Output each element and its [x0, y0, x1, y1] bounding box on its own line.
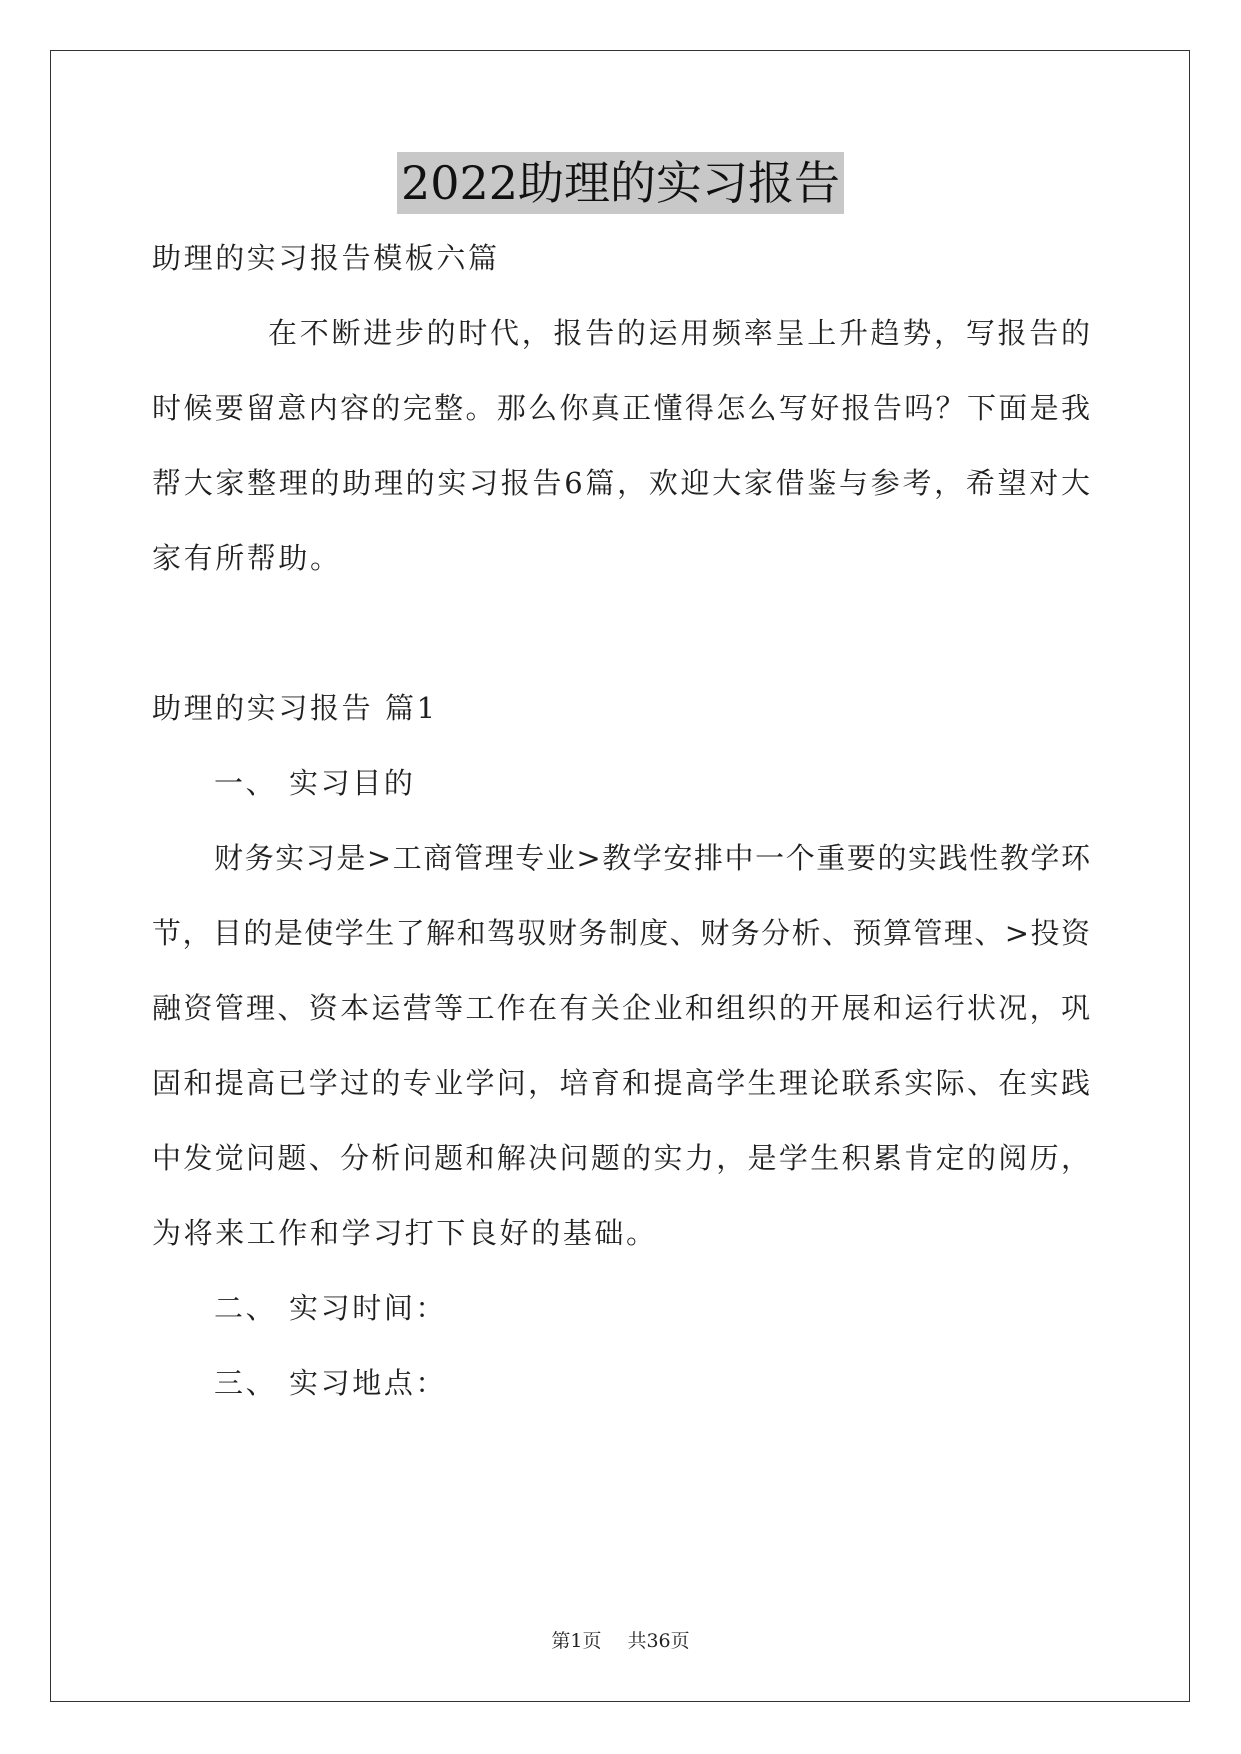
paragraph-line: 融资管理、资本运营等工作在有关企业和组织的开展和运行状况，巩	[152, 991, 1090, 1025]
title-container	[0, 152, 1241, 214]
subsection-heading: 三、 实习地点：	[214, 1366, 448, 1400]
page-total: 共36页	[627, 1630, 690, 1652]
paragraph-line: 时候要留意内容的完整。那么你真正懂得怎么写好报告吗？下面是我	[152, 391, 1090, 425]
paragraph-line: 中发觉问题、分析问题和解决问题的实力，是学生积累肯定的阅历，	[152, 1141, 1090, 1175]
page-number: 第1页	[551, 1630, 602, 1652]
subsection-heading: 二、 实习时间：	[214, 1291, 448, 1325]
section-heading: 助理的实习报告 篇1	[152, 691, 438, 725]
page-footer	[0, 1628, 1241, 1654]
paragraph-line: 帮大家整理的助理的实习报告6篇，欢迎大家借鉴与参考，希望对大	[152, 466, 1090, 500]
paragraph-line: 节，目的是使学生了解和驾驭财务制度、财务分析、预算管理、>投资	[152, 916, 1090, 950]
subsection-heading: 一、 实习目的	[214, 766, 416, 800]
paragraph-line: 在不断进步的时代，报告的运用频率呈上升趋势，写报告的	[268, 316, 1090, 350]
paragraph-line: 家有所帮助。	[152, 541, 342, 575]
paragraph-line: 为将来工作和学习打下良好的基础。	[152, 1216, 658, 1250]
paragraph-line: 财务实习是>工商管理专业>教学安排中一个重要的实践性教学环	[214, 841, 1090, 875]
subtitle-line: 助理的实习报告模板六篇	[152, 241, 500, 275]
paragraph-line: 固和提高已学过的专业学问，培育和提高学生理论联系实际、在实践	[152, 1066, 1090, 1100]
document-title: 2022助理的实习报告	[397, 152, 844, 214]
